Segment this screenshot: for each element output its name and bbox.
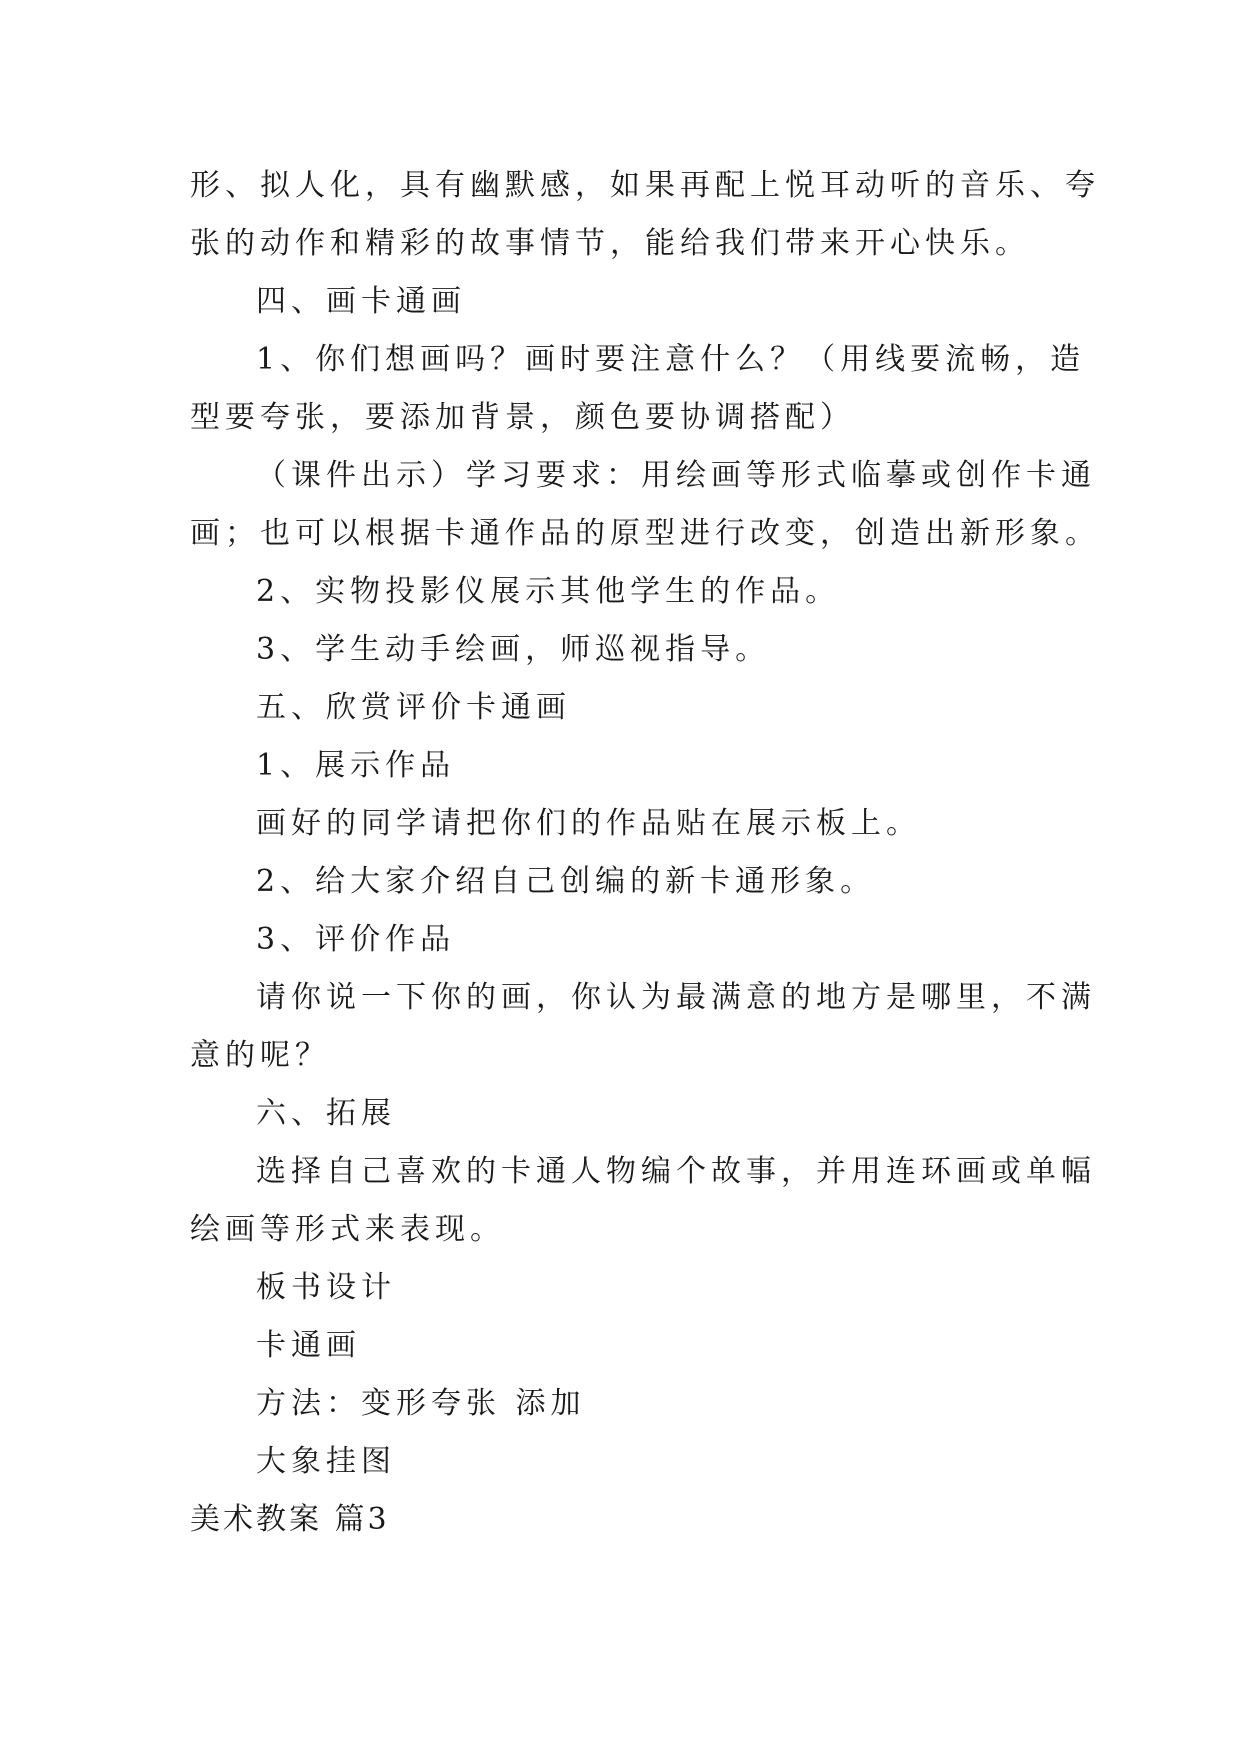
body-text-line: 方法：变形夸张 添加: [256, 1386, 586, 1421]
body-text-line: 选择自己喜欢的卡通人物编个故事，并用连环画或单幅: [256, 1154, 1096, 1189]
body-text-line: 大象挂图: [256, 1444, 396, 1479]
body-text-line: 1、展示作品: [256, 748, 456, 783]
body-text-line: 卡通画: [256, 1328, 361, 1363]
body-text-line: 2、实物投影仪展示其他学生的作品。: [256, 574, 841, 609]
body-text-line: 画；也可以根据卡通作品的原型进行改变，创造出新形象。: [190, 516, 1100, 551]
body-text-line: 1、你们想画吗？画时要注意什么？（用线要流畅，造: [256, 342, 1086, 377]
body-text-line: （课件出示）学习要求：用绘画等形式临摹或创作卡通: [256, 458, 1096, 493]
body-text-line: 请你说一下你的画，你认为最满意的地方是哪里，不满: [256, 980, 1096, 1015]
section-heading: 六、拓展: [256, 1096, 396, 1131]
body-text-line: 绘画等形式来表现。: [190, 1212, 505, 1247]
section-heading: 四、画卡通画: [256, 284, 466, 319]
body-text-line: 3、评价作品: [256, 922, 456, 957]
body-text-line: 型要夸张，要添加背景，颜色要协调搭配）: [190, 400, 855, 435]
body-text-line: 画好的同学请把你们的作品贴在展示板上。: [256, 806, 921, 841]
article-title: 美术教案 篇3: [190, 1502, 390, 1537]
body-text-line: 意的呢？: [190, 1038, 330, 1073]
section-heading: 五、欣赏评价卡通画: [256, 690, 571, 725]
body-text-line: 板书设计: [256, 1270, 396, 1305]
body-text-line: 3、学生动手绘画，师巡视指导。: [256, 632, 771, 667]
body-text-line: 张的动作和精彩的故事情节，能给我们带来开心快乐。: [190, 226, 1030, 261]
body-text-line: 形、拟人化，具有幽默感，如果再配上悦耳动听的音乐、夸: [190, 168, 1100, 203]
body-text-line: 2、给大家介绍自己创编的新卡通形象。: [256, 864, 876, 899]
